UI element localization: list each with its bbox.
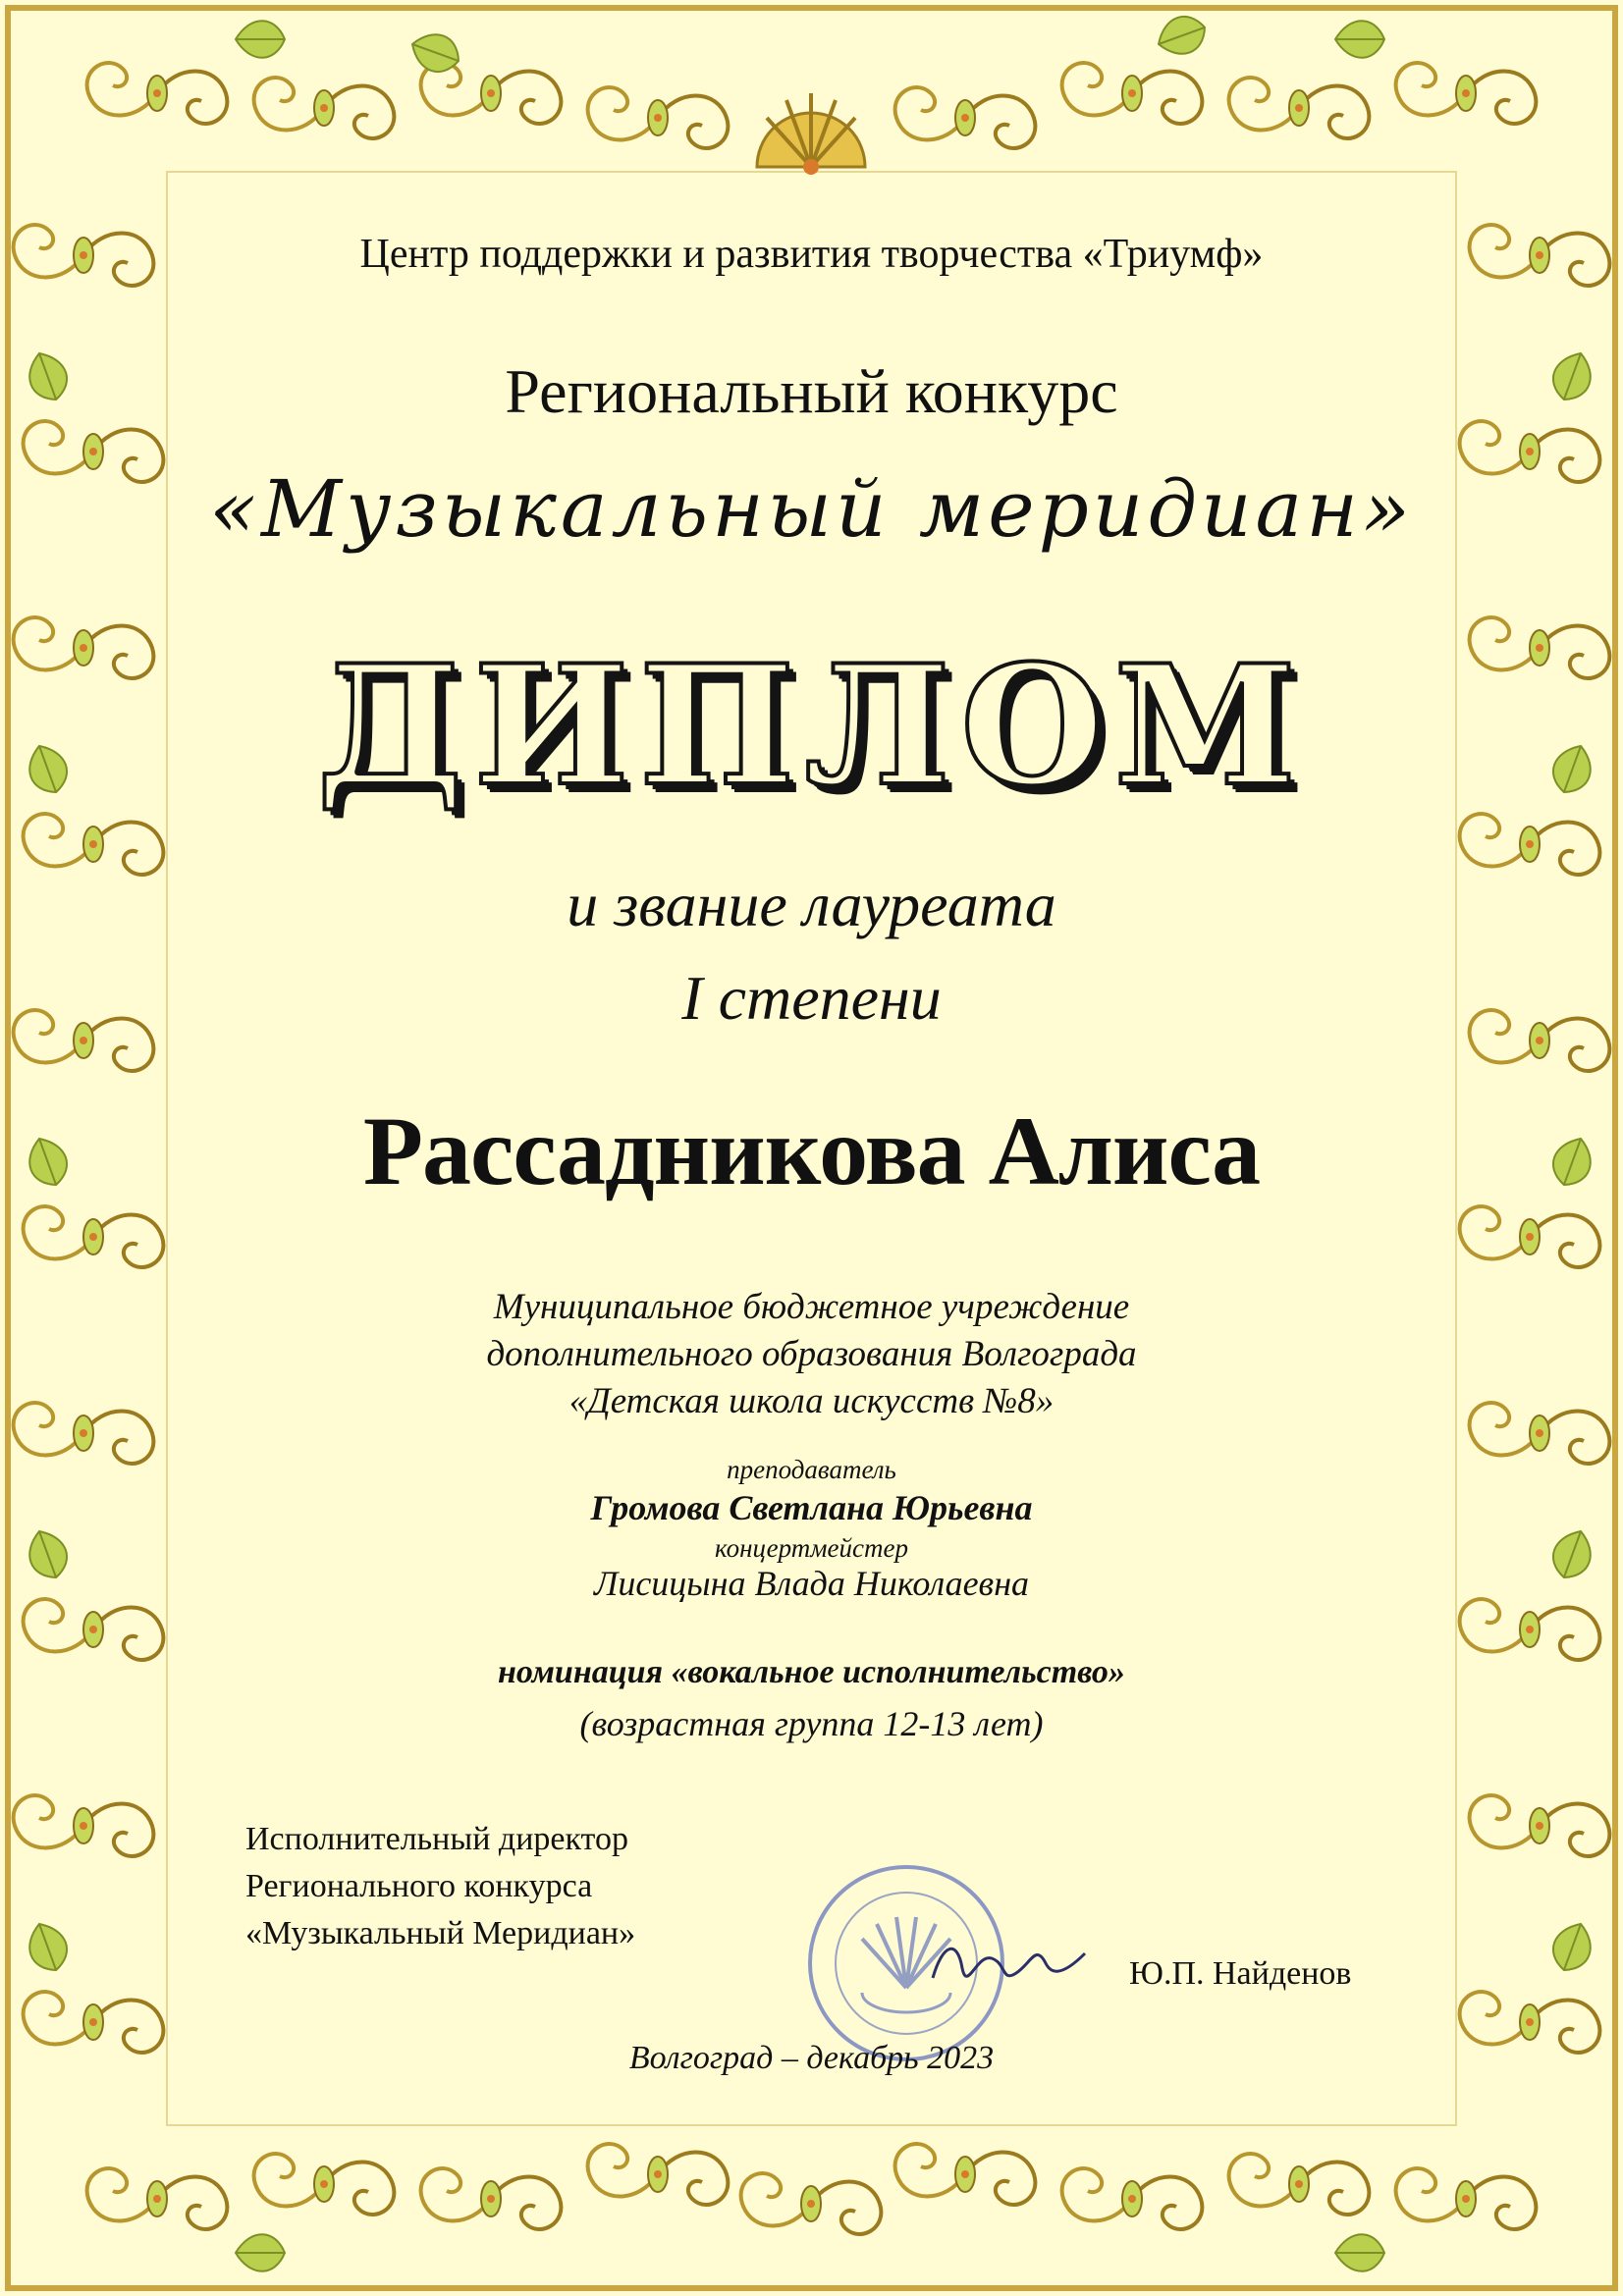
accompanist-label: концертмейстер [715,1533,908,1563]
director-title-line-2: Регионального конкурса [245,1868,593,1904]
director-name: Ю.П. Найденов [1129,1955,1352,1992]
teacher-name: Громова Светлана Юрьевна [590,1488,1033,1527]
accompanist-name: Лисицына Влада Николаевна [593,1564,1030,1603]
institution-line-2: дополнительного образования Волгограда [486,1334,1137,1374]
institution-line-3: «Детская школа искусств №8» [568,1381,1055,1421]
director-title-line-3: «Музыкальный Меридиан» [245,1915,636,1951]
age-group: (возрастная группа 12-13 лет) [579,1704,1044,1743]
contest-name: «Музыкальный меридиан» [209,463,1414,555]
award-degree: I степени [681,963,942,1033]
organizer-name: Центр поддержки и развития творчества «Триумф» [359,232,1264,277]
contest-type: Региональный конкурс [505,356,1118,426]
director-block [245,1816,635,1957]
participant-name: Рассадникова Алиса [362,1096,1261,1205]
city-date: Волгоград – декабрь 2023 [628,2040,995,2076]
document-title [0,628,1623,823]
institution-line-1: Муниципальное бюджетное учреждение [493,1287,1130,1327]
nomination: номинация «вокальное исполнительство» [498,1654,1125,1690]
director-signature [923,1924,1100,2002]
teacher-label: преподаватель [727,1455,896,1484]
award-title: и звание лауреата [567,870,1056,939]
director-title-line-1: Исполнительный директор [245,1821,628,1857]
document-title-text: ДИПЛОМ [316,628,1307,823]
